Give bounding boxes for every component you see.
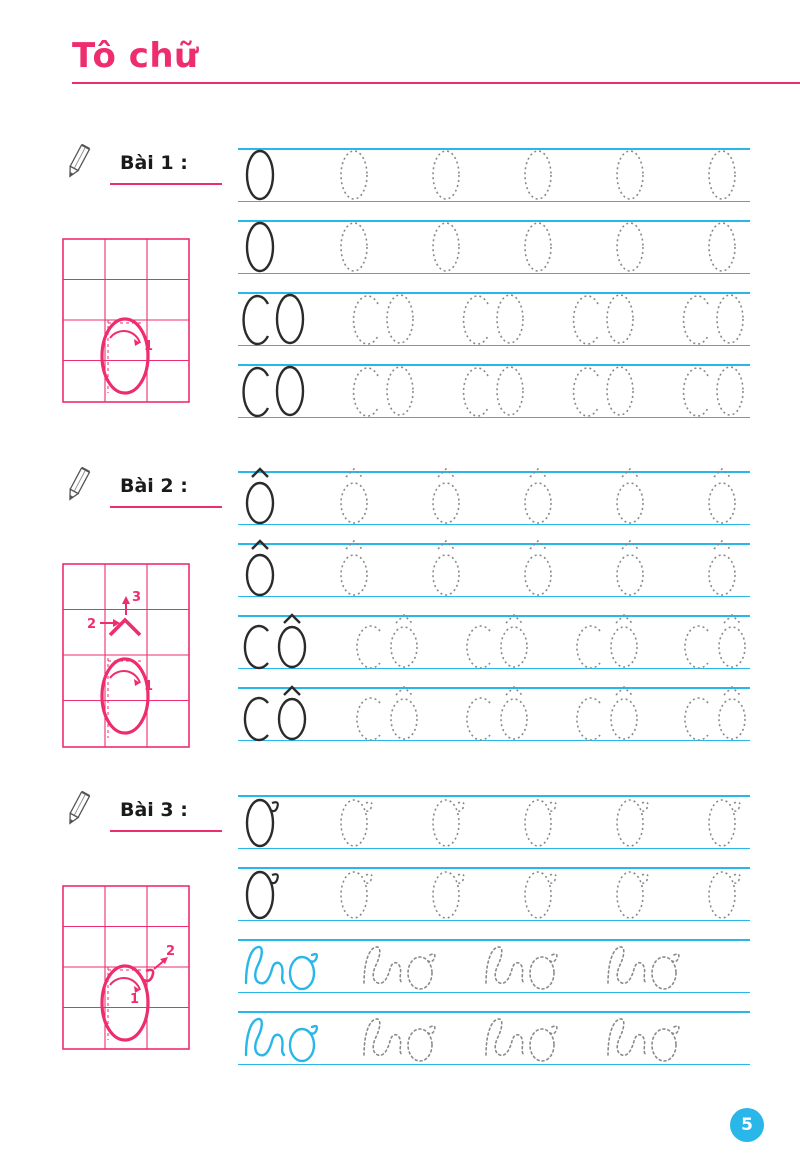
exercise-1-label-underline [110,183,222,185]
exercise-2-label-underline [110,506,222,508]
writing-line-row[interactable] [238,212,750,284]
exercise-3-label: Bài 3 : [120,799,188,821]
writing-line-row[interactable] [238,859,750,931]
pencil-icon [62,465,92,505]
writing-line-row[interactable] [238,1003,750,1075]
writing-line-row[interactable] [238,140,750,212]
glyph-row [238,140,750,212]
glyph-row [238,859,750,931]
writing-line-row[interactable] [238,535,750,607]
writing-line-row[interactable] [238,463,750,535]
pencil-icon [62,789,92,829]
writing-line-row[interactable] [238,679,750,751]
stroke-number-2: 2 [166,944,176,959]
writing-line-row[interactable] [238,284,750,356]
writing-lines-2 [238,463,750,751]
writing-lines-1 [238,140,750,428]
stroke-number-1: 1 [144,679,154,694]
exercise-3-label-underline [110,830,222,832]
stroke-number-2: 2 [87,617,97,632]
stroke-number-1: 1 [144,339,154,354]
exercise-1-label: Bài 1 : [120,152,188,174]
exercise-1-header [62,140,222,186]
exercise-3-header [62,787,222,833]
glyph-row [238,1003,750,1075]
exercise-2-label: Bài 2 : [120,475,188,497]
stroke-number-3: 3 [132,590,142,605]
guide-grid-3 [62,885,190,1050]
glyph-row [238,787,750,859]
exercise-2-header [62,463,222,509]
title-divider [72,82,800,84]
writing-line-row[interactable] [238,356,750,428]
guide-grid-1 [62,238,190,403]
writing-line-row[interactable] [238,931,750,1003]
glyph-row [238,607,750,679]
stroke-number-1: 1 [130,992,140,1007]
glyph-row [238,356,750,428]
writing-line-row[interactable] [238,787,750,859]
glyph-row [238,284,750,356]
glyph-row [238,212,750,284]
glyph-row [238,679,750,751]
page-number: 5 [730,1108,764,1142]
guide-grid-2 [62,563,190,748]
glyph-row [238,931,750,1003]
writing-lines-3 [238,787,750,1075]
glyph-row [238,463,750,535]
page-title: Tô chữ [72,36,199,76]
pencil-icon [62,142,92,182]
writing-line-row[interactable] [238,607,750,679]
glyph-row [238,535,750,607]
